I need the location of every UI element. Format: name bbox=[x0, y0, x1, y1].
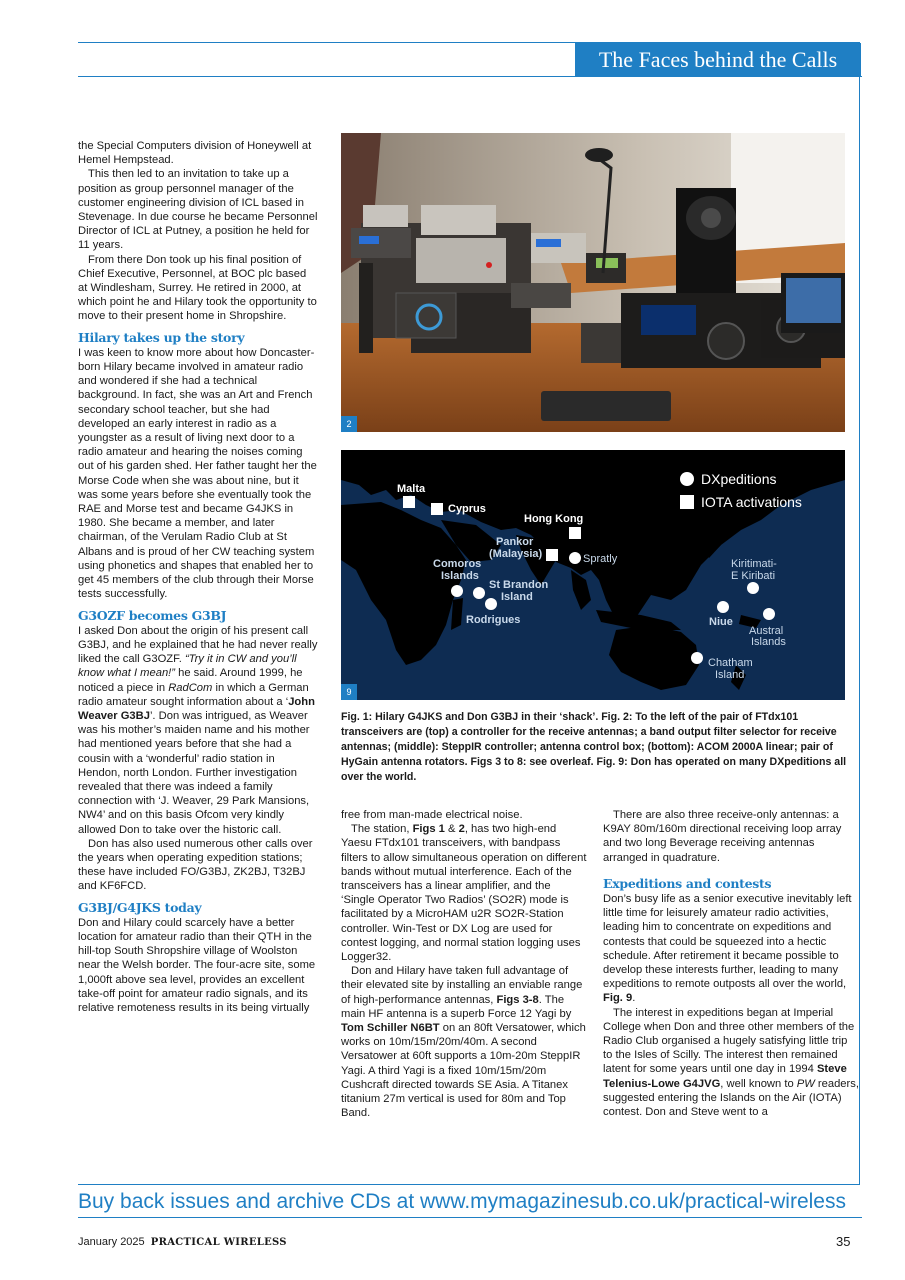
world-map bbox=[341, 450, 845, 700]
footer-top-rule bbox=[78, 1184, 860, 1185]
page-number: 35 bbox=[836, 1234, 851, 1249]
paragraph: free from man-made electrical noise. bbox=[341, 809, 523, 821]
marker-brandon bbox=[473, 587, 485, 599]
label-austral-2: Islands bbox=[751, 636, 786, 648]
fig9-map bbox=[341, 450, 845, 700]
column-3 bbox=[603, 808, 859, 1119]
marker-chatham bbox=[691, 652, 703, 664]
marker-malta bbox=[403, 496, 415, 508]
label-pankor-1: Pankor bbox=[496, 536, 534, 548]
section-title: The Faces behind the Calls bbox=[575, 43, 861, 76]
label-kiritimati-2: E Kiribati bbox=[731, 570, 776, 582]
magazine-title: PRACTICAL WIRELESS bbox=[150, 1237, 287, 1248]
marker-pankor bbox=[546, 549, 558, 561]
promo-banner-link[interactable]: Buy back issues and archive CDs at www.mymagazinesub.co.uk/practical-wireless bbox=[78, 1190, 846, 1213]
paragraph: Don and Hilary could scarcely have a better location for amateur radio than their QTH in the hill-top South Shropshire village of Woolston near the Welsh border. The four-acre site, some 1,000ft above sea level, provides an excellent take-off point for amateur radio signals, and its relative remoteness results in its being virtually bbox=[78, 916, 316, 1014]
paragraph: I was keen to know more about how Doncaster-born Hilary became involved in amateur radio and wondered if she had a technical background. In fact, she was an Art and French secondary school teacher, but she had developed an early interest in radio as a youngster as a result of living next door to a radio amateur and hearing the noises coming out of his garden shed. Her father taught her the Morse Code when she was about nine, but it was some years before she eventually took the RAE and Morse test and became G4JKS in 1980. She became a member, and later chairman, of the Verulam Radio Club at St Albans and is proud of her CW teaching system using phonetics and shapes that enabled her to get 45 members of the club through their Morse tests successfully. bbox=[78, 346, 317, 601]
label-niue: Niue bbox=[709, 616, 733, 628]
label-chatham-1: Chatham bbox=[708, 657, 753, 669]
label-rodrigues: Rodrigues bbox=[466, 614, 521, 626]
fig2-label: 2 bbox=[341, 416, 357, 432]
header-bottom-rule bbox=[78, 76, 862, 77]
paragraph: The station, Figs 1 & 2, has two high-end Yaesu FTdx101 transceivers, with bandpass filters to allow simultaneous operation on different bands without mutual interference. Each of the transceivers has a linear amplifier, and the ‘Single Operator Two Radios’ (SO2R) mode is facilitated by a MicroHAM u2R SO2R-Station controller. Win-Test or DX Log are used for contest logging, and normal station logging uses Logger32. bbox=[341, 823, 587, 964]
fig9-label: 9 bbox=[341, 684, 357, 700]
label-austral-1: Austral bbox=[749, 625, 784, 637]
label-cyprus: Cyprus bbox=[448, 503, 486, 515]
marker-cyprus bbox=[431, 503, 443, 515]
legend-dx-marker bbox=[680, 472, 694, 486]
label-pankor-2: (Malaysia) bbox=[489, 548, 543, 560]
subheading-today: G3BJ/G4JKS today bbox=[78, 899, 202, 915]
issue-date: January 2025 bbox=[78, 1236, 145, 1248]
paragraph: The interest in expeditions began at Imperial College when Don and three other members of the Radio Club organised a hugely satisfying little trip to the Isles of Scilly. The interest then remained latent for some years until one day in 1994 Steve Telenius-Lowe G4JVG, well known to PW readers, suggested entering the Islands on the Air (IOTA) contest. Don and Steve went to a bbox=[603, 1006, 859, 1119]
legend-iota-marker bbox=[680, 495, 694, 509]
subheading-hilary: Hilary takes up the story bbox=[78, 329, 245, 345]
footer-bottom-rule bbox=[78, 1217, 862, 1218]
paragraph: I asked Don about the origin of his present call G3BJ, and he explained that he had never really liked the call G3OZF. “Try it in CW and you’ll know what I mean!” he said. Around 1999, he noticed a piece in RadCom in which a German radio amateur sought information about a ‘John Weaver G3BJ’. Don was intrigued, as Weaver was his mother’s maiden name and his mother had mentioned years before that she had a cousin with a ‘wonderful’ radio station in Hendon, north London. Further investigation revealed that there was indeed a family connection with ‘J. Weaver, 29 Park Mansions, NW4’ and on this basis Ofcom very kindly allowed Don to take over the historic call. bbox=[78, 624, 318, 836]
paragraph: From there Don took up his final position of Chief Executive, Personnel, at BOC plc based at Windlesham, Surrey. He retired in 2000, at which point he and Hilary took the opportunity to move to their present home in Shropshire. bbox=[78, 253, 317, 323]
figure-caption: Fig. 1: Hilary G4JKS and Don G3BJ in their ‘shack’. Fig. 2: To the left of the pair of FTdx101 transceivers are (top) a controller for the receive antennas; a band output filter selector for receive antennas; (middle): SteppIR controller; antenna control box; (bottom): ACOM 2000A linear; pair of HyGain antenna rotators. Figs 3 to 8: see overleaf. Fig. 9: Don has operated on many DXpeditions all over the world. bbox=[341, 711, 847, 783]
fig2-photo bbox=[341, 133, 845, 432]
label-chatham-2: Island bbox=[715, 669, 745, 681]
marker-hongkong bbox=[569, 527, 581, 539]
paragraph: the Special Computers division of Honeywell at Hemel Hempstead. bbox=[78, 140, 312, 167]
paragraph: There are also three receive-only antennas: a K9AY 80m/160m directional receiving loop array and two long Beverage receiving antennas arranged in quadrature. bbox=[603, 809, 842, 864]
marker-niue bbox=[717, 601, 729, 613]
paragraph: This then led to an invitation to take up a position as group personnel manager of the customer engineering division of ICL based in Stevenage. In due course he became Personnel Director of ICL at Putney, a position he held for 11 years. bbox=[78, 168, 318, 252]
label-brandon-1: St Brandon bbox=[489, 579, 549, 591]
label-comoros-2: Islands bbox=[441, 570, 479, 582]
marker-austral bbox=[763, 608, 775, 620]
label-spratly: Spratly bbox=[583, 553, 618, 565]
shack-photo-illustration bbox=[341, 133, 845, 432]
paragraph: Don’s busy life as a senior executive inevitably left little time for leisurely amateur radio activities, leading him to concentrate on expeditions and contests that could be squeezed into a hectic schedule. After retirement it became possible to develop these interests further, leading to many expeditions to remote outposts all over the world, Fig. 9. bbox=[603, 893, 852, 1005]
column-2 bbox=[341, 808, 587, 1120]
marker-spratly bbox=[569, 552, 581, 564]
subheading-g3ozf: G3OZF becomes G3BJ bbox=[78, 607, 227, 623]
column-1 bbox=[78, 139, 318, 1015]
label-hongkong: Hong Kong bbox=[524, 513, 584, 525]
marker-comoros bbox=[451, 585, 463, 597]
label-comoros-1: Comoros bbox=[433, 558, 482, 570]
right-border-rule bbox=[859, 76, 860, 1184]
marker-rodrigues bbox=[485, 598, 497, 610]
issue-info bbox=[78, 1236, 287, 1248]
label-kiritimati-1: Kiritimati- bbox=[731, 558, 777, 570]
subheading-expeditions: Expeditions and contests bbox=[603, 875, 772, 891]
marker-kiritimati bbox=[747, 582, 759, 594]
paragraph: Don and Hilary have taken full advantage of their elevated site by installing an enviable range of high-performance antennas, Figs 3-8. The main HF antenna is a superb Force 12 Yagi by Tom Schiller N6BT on an 80ft Versatower, which works on 10m/15m/20m/40m. A second Versatower at 60ft supports a 10m-20m SteppIR Yagi. A third Yagi is a fixed 10m/15m/20m Cushcraft directed towards SE Asia. A Titanex titanium 27m vertical is used for 80m and Top Band. bbox=[341, 965, 586, 1120]
label-malta: Malta bbox=[397, 483, 426, 495]
legend-iota-label: IOTA activations bbox=[701, 494, 802, 510]
legend-dx-label: DXpeditions bbox=[701, 471, 777, 487]
label-brandon-2: Island bbox=[501, 591, 533, 603]
paragraph: Don has also used numerous other calls over the years when operating expedition stations; these have included FO/G3BJ, ZK2BJ, T32BJ and KF6FCD. bbox=[78, 837, 313, 893]
